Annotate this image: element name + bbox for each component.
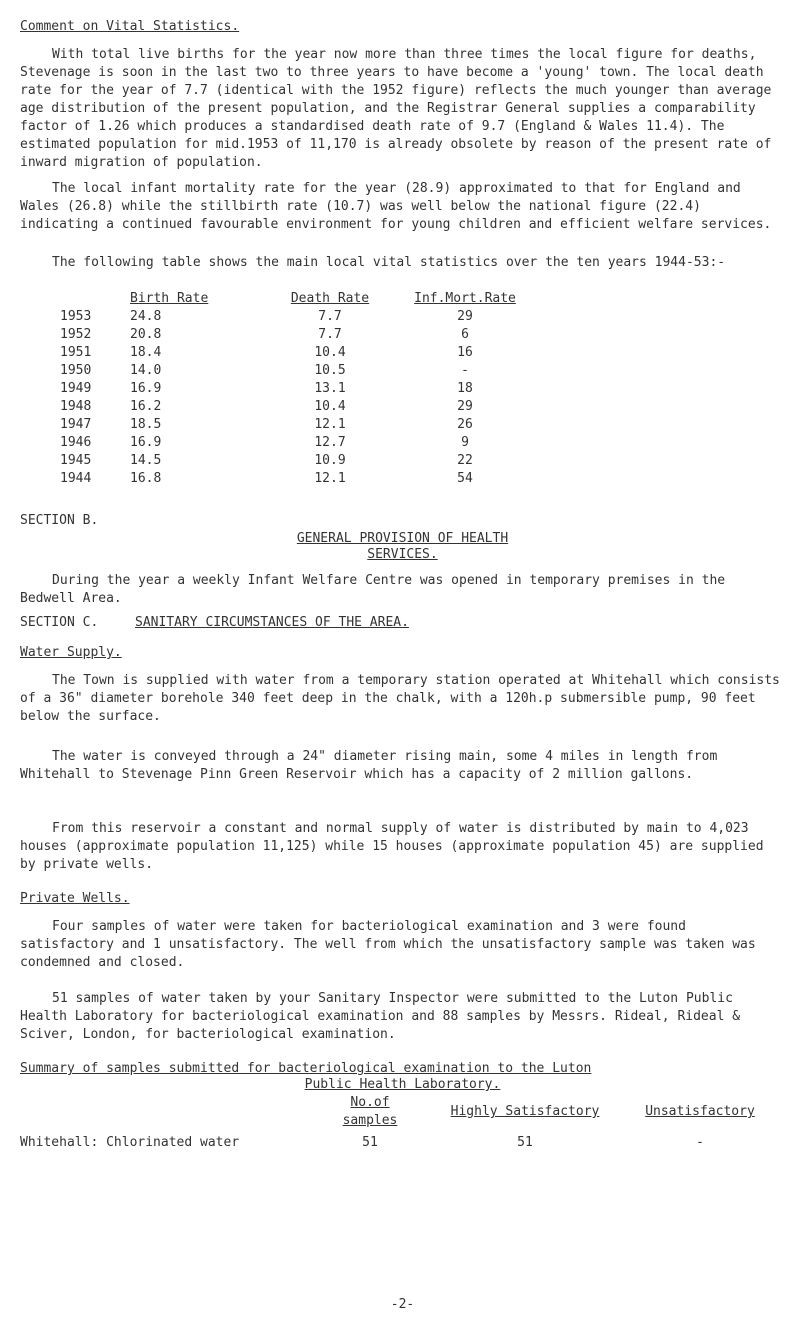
vs-year: 1946 <box>60 435 92 450</box>
vs-birth-rate: 14.5 <box>130 453 162 468</box>
vs-year: 1944 <box>60 471 92 486</box>
summary-row-high: 51 <box>517 1135 533 1150</box>
vs-birth-rate: 20.8 <box>130 327 162 342</box>
vital-stats-row <box>60 344 530 362</box>
vs-death-rate: 12.1 <box>314 471 346 486</box>
vs-birth-rate: 14.0 <box>130 363 162 378</box>
vs-inf-mort-rate: 29 <box>457 309 473 324</box>
vs-birth-rate: 16.9 <box>130 435 162 450</box>
water-supply-p1: The Town is supplied with water from a temporary station operated at Whitehall which consists of a 36" diameter borehole 340 feet deep in the chalk, with a 120h.p submersible pump, 90 feet below the surface. <box>20 673 780 724</box>
summary-row-no: 51 <box>362 1135 378 1150</box>
section-b-title-2: SERVICES. <box>367 547 438 562</box>
vs-birth-rate: 18.4 <box>130 345 162 360</box>
vs-birth-rate: 16.8 <box>130 471 162 486</box>
summary-title-1: Summary of samples submitted for bacteriological examination to the Luton <box>20 1061 592 1076</box>
vs-birth-rate: 16.2 <box>130 399 162 414</box>
water-supply-p2: The water is conveyed through a 24" diameter rising main, some 4 miles in length from Whitehall to Stevenage Pinn Green Reservoir which has a capacity of 2 million gallons. <box>20 749 718 782</box>
vs-death-rate: 10.4 <box>314 399 346 414</box>
section-b-text: During the year a weekly Infant Welfare Centre was opened in temporary premises in the Bedwell Area. <box>20 573 726 606</box>
vs-birth-rate: 16.9 <box>130 381 162 396</box>
vital-statistics-table <box>60 290 530 488</box>
summary-col-high: Highly Satisfactory <box>450 1104 600 1119</box>
vs-inf-mort-rate: 29 <box>457 399 473 414</box>
vital-stats-row <box>60 398 530 416</box>
col-birth-rate: Birth Rate <box>130 291 209 306</box>
vital-stats-row <box>60 380 530 398</box>
vs-inf-mort-rate: 26 <box>457 417 473 432</box>
page-heading: Comment on Vital Statistics. <box>20 19 240 34</box>
vs-year: 1947 <box>60 417 92 432</box>
section-c-title: SANITARY CIRCUMSTANCES OF THE AREA. <box>135 615 409 630</box>
vs-death-rate: 10.4 <box>314 345 346 360</box>
col-inf-mort-rate: Inf.Mort.Rate <box>414 291 516 306</box>
vs-inf-mort-rate: 54 <box>457 471 473 486</box>
private-wells-heading: Private Wells. <box>20 891 130 906</box>
section-c-label: SECTION C. <box>20 615 99 630</box>
water-supply-p3: From this reservoir a constant and normal supply of water is distributed by main to 4,023 houses (approximate population 11,125) while 15 houses (approximate population 45) are supplied by private wells. <box>20 821 764 872</box>
vs-death-rate: 10.9 <box>314 453 346 468</box>
section-b-label: SECTION B. <box>20 513 99 528</box>
summary-row-label: Whitehall: Chlorinated water <box>20 1135 240 1150</box>
vs-inf-mort-rate: 16 <box>457 345 473 360</box>
vs-year: 1950 <box>60 363 92 378</box>
vital-stats-row <box>60 470 530 488</box>
vs-death-rate: 10.5 <box>314 363 346 378</box>
vital-stats-row <box>60 326 530 344</box>
vs-birth-rate: 18.5 <box>130 417 162 432</box>
col-death-rate: Death Rate <box>290 291 370 306</box>
vital-stats-row <box>60 362 530 380</box>
vital-stats-row <box>60 308 530 326</box>
private-wells-p1: Four samples of water were taken for bacteriological examination and 3 were found satisfactory and 1 unsatisfactory. The well from which the unsatisfactory sample was taken was condemned and closed. <box>20 919 756 970</box>
vs-death-rate: 7.7 <box>318 309 342 324</box>
vs-death-rate: 13.1 <box>314 381 346 396</box>
vital-stats-row <box>60 416 530 434</box>
private-wells-p2: 51 samples of water taken by your Sanitary Inspector were submitted to the Luton Public Health Laboratory for bacteriological examination and 88 samples by Messrs. Rideal, Rideal & Sciver, London, for bacteriological examination. <box>20 991 741 1042</box>
summary-col-no-1: No.of <box>350 1095 390 1110</box>
vs-year: 1952 <box>60 327 92 342</box>
vs-birth-rate: 24.8 <box>130 309 162 324</box>
paragraph-infant-mortality: The local infant mortality rate for the year (28.9) approximated to that for England and Wales (26.8) while the stillbirth rate (10.7) was well below the national figure (22.4) indicating a continued favourable environment for young children and efficient welfare services. <box>20 181 772 232</box>
vs-inf-mort-rate: 6 <box>461 327 469 342</box>
table-intro: The following table shows the main local vital statistics over the ten years 1944-53:- <box>52 255 726 270</box>
vs-inf-mort-rate: - <box>461 363 469 378</box>
vs-inf-mort-rate: 22 <box>457 453 473 468</box>
summary-title-2: Public Health Laboratory. <box>304 1077 501 1092</box>
page-number: -2- <box>390 1297 415 1312</box>
summary-row-unsat: - <box>696 1135 704 1150</box>
vs-year: 1945 <box>60 453 92 468</box>
water-supply-heading: Water Supply. <box>20 645 122 660</box>
vs-inf-mort-rate: 9 <box>461 435 469 450</box>
section-b-title-1: GENERAL PROVISION OF HEALTH <box>296 531 509 546</box>
vital-stats-row <box>60 452 530 470</box>
vs-death-rate: 12.7 <box>314 435 346 450</box>
vs-death-rate: 7.7 <box>318 327 342 342</box>
vs-inf-mort-rate: 18 <box>457 381 473 396</box>
vs-year: 1948 <box>60 399 92 414</box>
summary-table <box>20 1094 780 1156</box>
vs-death-rate: 12.1 <box>314 417 346 432</box>
summary-col-no-2: samples <box>342 1113 398 1128</box>
vital-stats-row <box>60 434 530 452</box>
vs-year: 1949 <box>60 381 92 396</box>
paragraph-death-rates: With total live births for the year now more than three times the local figure for deaths, Stevenage is soon in the last two to three years to have become a 'young' town. The local death rate for the year of 7.7 (identical with the 1952 figure) reflects the much younger than average age distribution of the present population, and the Registrar General supplies a comparability factor of 1.26 which produces a standardised death rate of 9.7 (England & Wales 11.4). The estimated population for mid.1953 of 11,170 is already obsolete by reason of the present rate of inward migration of population. <box>20 47 772 170</box>
summary-col-unsat: Unsatisfactory <box>645 1104 755 1119</box>
vs-year: 1953 <box>60 309 92 324</box>
vs-year: 1951 <box>60 345 92 360</box>
